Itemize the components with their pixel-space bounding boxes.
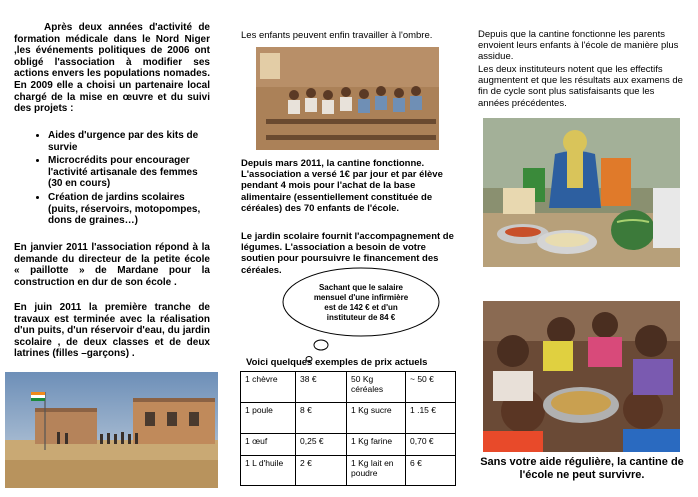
price-value: ~ 50 € bbox=[406, 372, 456, 403]
price-value: 8 € bbox=[296, 403, 347, 434]
children-eating-photo bbox=[483, 301, 680, 452]
price-value: 2 € bbox=[296, 456, 347, 486]
construction-paragraph: En janvier 2011 l'association répond à la demande du directeur de la petite école « paillotte » de Mardane pour la construction en dur de son école . bbox=[14, 242, 210, 288]
price-item: 1 Kg sucre bbox=[347, 403, 406, 434]
teacher-salary: 84 € bbox=[379, 313, 396, 322]
bubble-line: est de 142 € et d'un bbox=[324, 303, 398, 312]
works-paragraph: En juin 2011 la première tranche de travaux est terminée avec la réalisation d'un puits, d'un réservoir d'eau, du jardin scolaire , de deux classes et de deux latrines (filles –garçons) . bbox=[14, 302, 210, 360]
list-item: • Création de jardins scolaires (puits, réservoirs, motopompes, dons de graines…) bbox=[48, 192, 210, 227]
price-item: 1 Kg lait en poudre bbox=[347, 456, 406, 486]
price-item: 1 L d'huile bbox=[241, 456, 296, 486]
price-value: 6 € bbox=[406, 456, 456, 486]
price-value: 38 € bbox=[296, 372, 347, 403]
cook-photo bbox=[483, 118, 680, 267]
bubble-line: instituteur de 84 € bbox=[326, 313, 396, 322]
classroom-photo bbox=[256, 47, 439, 150]
photo-caption: Les enfants peuvent enfin travailler à l'ombre. bbox=[241, 30, 433, 41]
price-value: 0,25 € bbox=[296, 434, 347, 456]
table-row bbox=[241, 372, 456, 403]
prices-table bbox=[240, 371, 456, 486]
price-value: 1 .15 € bbox=[406, 403, 456, 434]
price-item: 50 Kg céréales bbox=[347, 372, 406, 403]
bubble-line: mensuel d'une infirmière bbox=[313, 293, 409, 302]
table-row bbox=[241, 434, 456, 456]
list-item: • Microcrédits pour encourager l'activité artisanale des femmes (30 en cours) bbox=[48, 155, 210, 190]
price-value: 0,70 € bbox=[406, 434, 456, 456]
list-item: • Aides d'urgence par des kits de survie bbox=[48, 130, 210, 153]
price-item: 1 poule bbox=[241, 403, 296, 434]
table-row bbox=[241, 403, 456, 434]
nurse-salary: 142 € bbox=[349, 303, 370, 312]
bubble-line: Sachant que le salaire bbox=[318, 283, 404, 292]
intro-paragraph: Après deux années d'activité de formation médicale dans le Nord Niger ,les événements politiques de 2006 ont obligé l'association à modifier ses actions envers les populations nomades. En 2009 elle a choisi un partenaire local chargé de la mise en œuvre et du suivi des projets : bbox=[14, 22, 210, 115]
closing-message: Sans votre aide régulière, la cantine de l'école ne peut survivre. bbox=[480, 456, 684, 481]
prices-title: Voici quelques exemples de prix actuels bbox=[246, 357, 428, 368]
attendance-paragraph: Depuis que la cantine fonctionne les parents envoient leurs enfants à l'école de manière plus assidue. bbox=[478, 29, 679, 63]
results-paragraph: Les deux instituteurs notent que les effectifs augmentent et que les résultats aux examens de fin de cycle sont plus satisfaisants que les années précédentes. bbox=[478, 64, 683, 109]
canteen-paragraph: Depuis mars 2011, la cantine fonctionne. L'association a versé 1€ par jour et par élève pendant 4 mois pour l'achat de la base alimentaire (essentiellement constituée de céréales) des 70 enfants de l'école. bbox=[241, 158, 443, 214]
table-row bbox=[241, 456, 456, 486]
price-item: 1 chèvre bbox=[241, 372, 296, 403]
school-building-photo bbox=[5, 372, 218, 488]
garden-paragraph: Le jardin scolaire fournit l'accompagnement de légumes. L'association a besoin de votre soutien pour poursuivre le financement des céréales. bbox=[241, 231, 454, 276]
salary-bubble bbox=[279, 267, 441, 367]
bubble-text bbox=[295, 283, 427, 323]
price-item: 1 Kg farine bbox=[347, 434, 406, 456]
project-list bbox=[14, 130, 210, 227]
price-item: 1 œuf bbox=[241, 434, 296, 456]
